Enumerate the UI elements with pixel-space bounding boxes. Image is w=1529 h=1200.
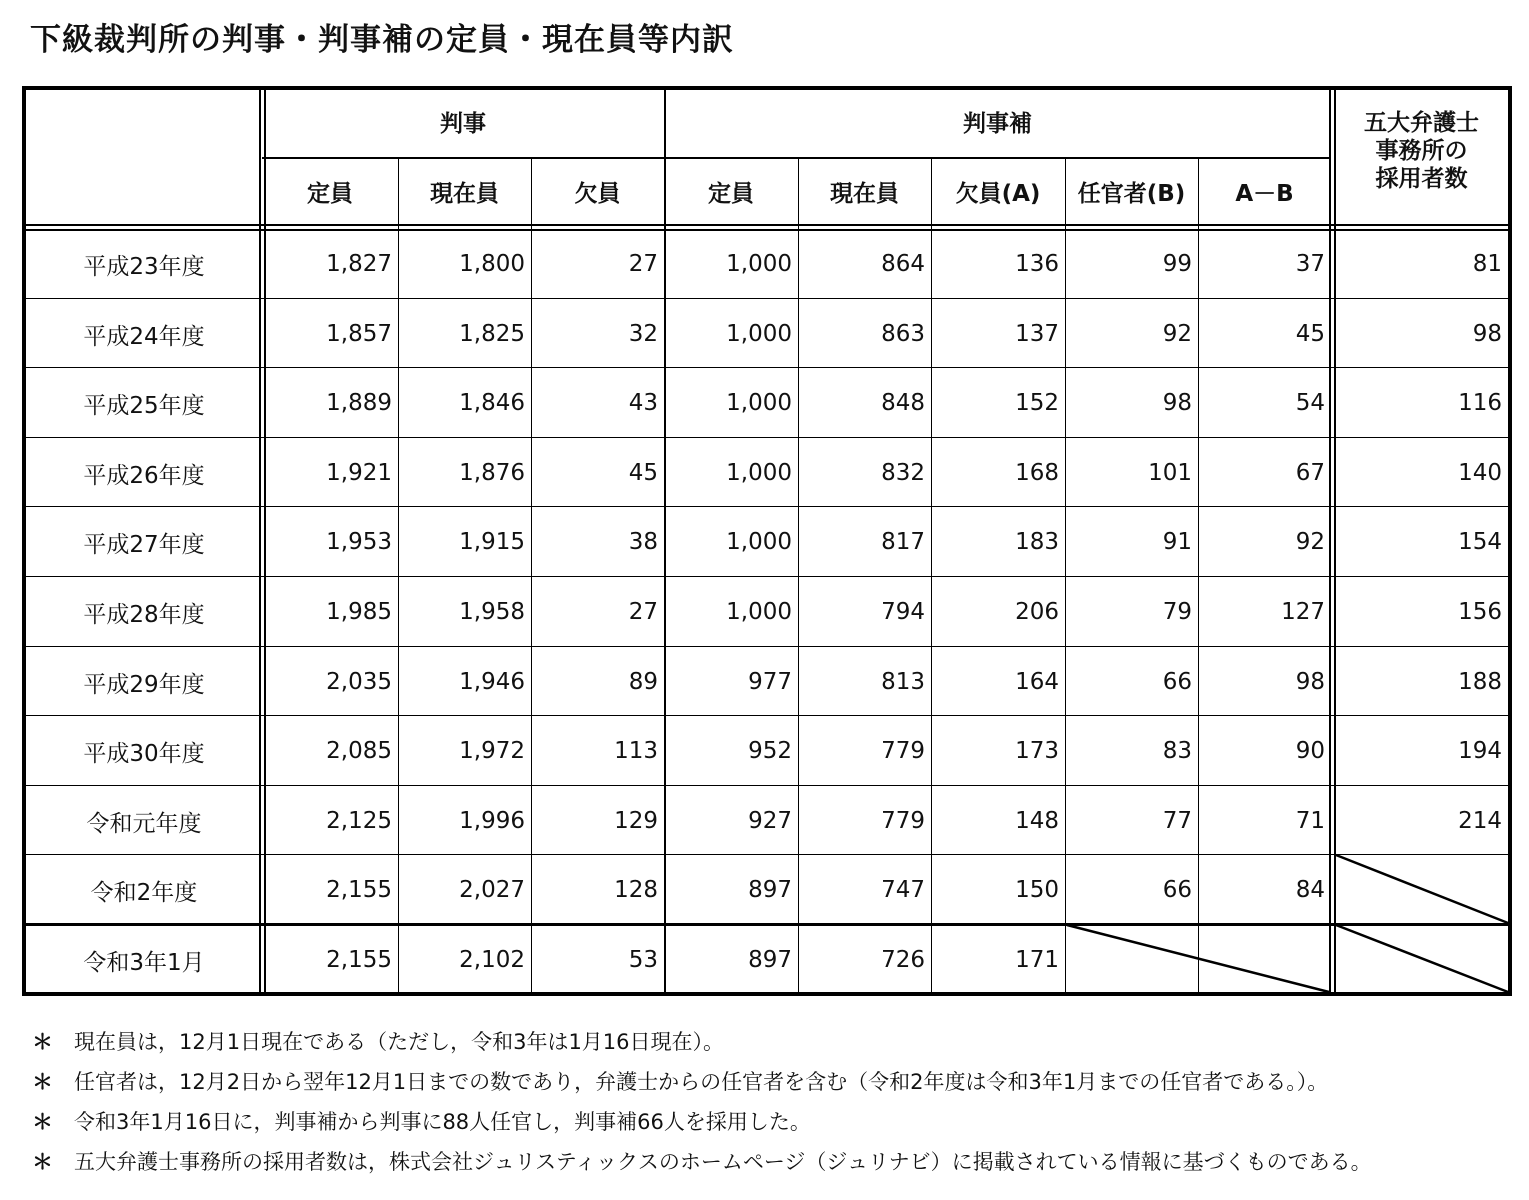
row-label: 平成25年度 — [83, 392, 205, 419]
table-cell: 37 — [1295, 251, 1325, 277]
table-cell: 136 — [1015, 251, 1059, 277]
table-cell: 1,000 — [726, 321, 792, 347]
table-cell: 1,000 — [726, 460, 792, 486]
row-label: 令和3年1月 — [83, 949, 205, 976]
asterisk-icon: ＊ — [32, 1150, 53, 1174]
table-cell: 2,125 — [326, 808, 392, 834]
table-cell: 148 — [1015, 808, 1059, 834]
table-cell: 1,996 — [459, 808, 525, 834]
table-cell: 38 — [628, 529, 658, 555]
table-cell: 164 — [1015, 669, 1059, 695]
header-law-firm-line: 採用者数 — [1375, 166, 1468, 192]
header-law-firm-line: 五大弁護士 — [1364, 110, 1479, 136]
column-header: 任官者(B) — [1077, 180, 1186, 207]
table-cell: 1,846 — [459, 390, 525, 416]
column-header: 現在員 — [830, 180, 899, 207]
row-label: 平成26年度 — [83, 462, 205, 489]
table-cell: 1,000 — [726, 529, 792, 555]
table-cell: 98 — [1472, 321, 1502, 347]
table-cell: 779 — [881, 738, 925, 764]
row-label: 平成29年度 — [83, 671, 205, 698]
table-cell: 27 — [628, 599, 658, 625]
table-cell: 152 — [1015, 390, 1059, 416]
footnote-text: 現在員は，12月1日現在である（ただし，令和3年は1月16日現在）。 — [74, 1030, 725, 1054]
table-cell: 129 — [614, 808, 658, 834]
table-cell: 1,889 — [326, 390, 392, 416]
table-cell: 863 — [881, 321, 925, 347]
column-header: 欠員 — [574, 180, 621, 207]
table-cell: 84 — [1295, 877, 1325, 903]
table-cell: 66 — [1162, 877, 1192, 903]
table-cell: 1,953 — [326, 529, 392, 555]
empty-cell-slash — [1336, 855, 1508, 923]
table-cell: 92 — [1295, 529, 1325, 555]
row-label: 平成30年度 — [83, 740, 205, 767]
table-cell: 99 — [1162, 251, 1192, 277]
table-cell: 45 — [628, 460, 658, 486]
table-cell: 54 — [1295, 390, 1325, 416]
row-label: 令和元年度 — [86, 810, 202, 837]
column-header: A－B — [1235, 180, 1294, 207]
table-cell: 168 — [1015, 460, 1059, 486]
table-cell: 897 — [748, 877, 792, 903]
table-cell: 71 — [1295, 808, 1325, 834]
empty-cell-slash — [1336, 925, 1508, 992]
table-cell: 83 — [1162, 738, 1192, 764]
table-cell: 1,915 — [459, 529, 525, 555]
table-cell: 1,985 — [326, 599, 392, 625]
table-cell: 1,825 — [459, 321, 525, 347]
table-cell: 81 — [1472, 251, 1502, 277]
table-cell: 897 — [748, 947, 792, 973]
table-cell: 1,000 — [726, 599, 792, 625]
table-cell: 101 — [1148, 460, 1192, 486]
table-cell: 188 — [1458, 669, 1502, 695]
table-cell: 77 — [1162, 808, 1192, 834]
row-label: 令和2年度 — [90, 879, 198, 906]
table-cell: 2,035 — [326, 669, 392, 695]
empty-cell-slash — [1067, 925, 1329, 992]
table-cell: 1,000 — [726, 251, 792, 277]
table-cell: 43 — [628, 390, 658, 416]
table-cell: 1,827 — [326, 251, 392, 277]
row-label: 平成23年度 — [83, 253, 205, 280]
asterisk-icon: ＊ — [32, 1110, 53, 1134]
footnote — [32, 1142, 1512, 1182]
table-cell: 91 — [1162, 529, 1192, 555]
table-cell: 89 — [628, 669, 658, 695]
table-cell: 98 — [1162, 390, 1192, 416]
page-title: 下級裁判所の判事・判事補の定員・現在員等内訳 — [30, 22, 734, 58]
table-cell: 832 — [881, 460, 925, 486]
header-assistant-judge: 判事補 — [963, 111, 1032, 137]
table-cell: 156 — [1458, 599, 1502, 625]
table-cell: 2,085 — [326, 738, 392, 764]
column-header: 現在員 — [430, 180, 499, 207]
table-cell: 128 — [614, 877, 658, 903]
table-cell: 817 — [881, 529, 925, 555]
table-cell: 140 — [1458, 460, 1502, 486]
table-cell: 848 — [881, 390, 925, 416]
table-cell: 150 — [1015, 877, 1059, 903]
column-header: 定員 — [708, 180, 754, 207]
footnote-text: 令和3年1月16日に，判事補から判事に88人任官し，判事補66人を採用した。 — [74, 1110, 811, 1134]
header-law-firm-line: 事務所の — [1375, 138, 1468, 164]
table-cell: 864 — [881, 251, 925, 277]
table-cell: 127 — [1281, 599, 1325, 625]
table-cell: 977 — [748, 669, 792, 695]
table-cell: 2,155 — [326, 877, 392, 903]
table-cell: 206 — [1015, 599, 1059, 625]
table-cell: 79 — [1162, 599, 1192, 625]
table-cell: 1,000 — [726, 390, 792, 416]
table-cell: 779 — [881, 808, 925, 834]
table-cell: 747 — [881, 877, 925, 903]
table-cell: 726 — [881, 947, 925, 973]
table-cell: 90 — [1295, 738, 1325, 764]
row-label: 平成24年度 — [83, 323, 205, 350]
header-law-firm-hires — [1331, 106, 1512, 196]
table-cell: 1,921 — [326, 460, 392, 486]
table-cell: 171 — [1015, 947, 1059, 973]
asterisk-icon: ＊ — [32, 1070, 53, 1094]
table-cell: 214 — [1458, 808, 1502, 834]
table-cell: 66 — [1162, 669, 1192, 695]
row-label: 平成28年度 — [83, 601, 205, 628]
table-cell: 1,972 — [459, 738, 525, 764]
table-cell: 1,946 — [459, 669, 525, 695]
column-header: 定員 — [307, 180, 353, 207]
table-cell: 794 — [881, 599, 925, 625]
footnote — [32, 1062, 1512, 1102]
table-cell: 32 — [628, 321, 658, 347]
table-cell: 53 — [628, 947, 658, 973]
table-cell: 1,876 — [459, 460, 525, 486]
table-cell: 2,102 — [459, 947, 525, 973]
table-cell: 92 — [1162, 321, 1192, 347]
table-cell: 952 — [748, 738, 792, 764]
table-cell: 194 — [1458, 738, 1502, 764]
row-label: 平成27年度 — [83, 531, 205, 558]
table-cell: 183 — [1015, 529, 1059, 555]
table-cell: 1,800 — [459, 251, 525, 277]
footnotes — [32, 1022, 1512, 1182]
table-cell: 1,857 — [326, 321, 392, 347]
footnote — [32, 1022, 1512, 1062]
table-cell: 154 — [1458, 529, 1502, 555]
footnote-text: 五大弁護士事務所の採用者数は，株式会社ジュリスティックスのホームページ（ジュリナビ）に掲載されている情報に基づくものである。 — [74, 1150, 1372, 1174]
footnote — [32, 1102, 1512, 1142]
table-cell: 927 — [748, 808, 792, 834]
asterisk-icon: ＊ — [32, 1030, 53, 1054]
table-cell: 98 — [1295, 669, 1325, 695]
table-cell: 2,155 — [326, 947, 392, 973]
column-header: 欠員(A) — [955, 180, 1041, 207]
table-cell: 45 — [1295, 321, 1325, 347]
table-cell: 137 — [1015, 321, 1059, 347]
table-cell: 113 — [614, 738, 658, 764]
table-cell: 173 — [1015, 738, 1059, 764]
table-cell: 27 — [628, 251, 658, 277]
table-cell: 67 — [1295, 460, 1325, 486]
table-cell: 116 — [1458, 390, 1502, 416]
footnote-text: 任官者は，12月2日から翌年12月1日までの数であり，弁護士からの任官者を含む（令和2年度は令和3年1月までの任官者である。）。 — [74, 1070, 1329, 1094]
header-judge: 判事 — [440, 111, 486, 137]
table-cell: 813 — [881, 669, 925, 695]
table-cell: 2,027 — [459, 877, 525, 903]
table-cell: 1,958 — [459, 599, 525, 625]
